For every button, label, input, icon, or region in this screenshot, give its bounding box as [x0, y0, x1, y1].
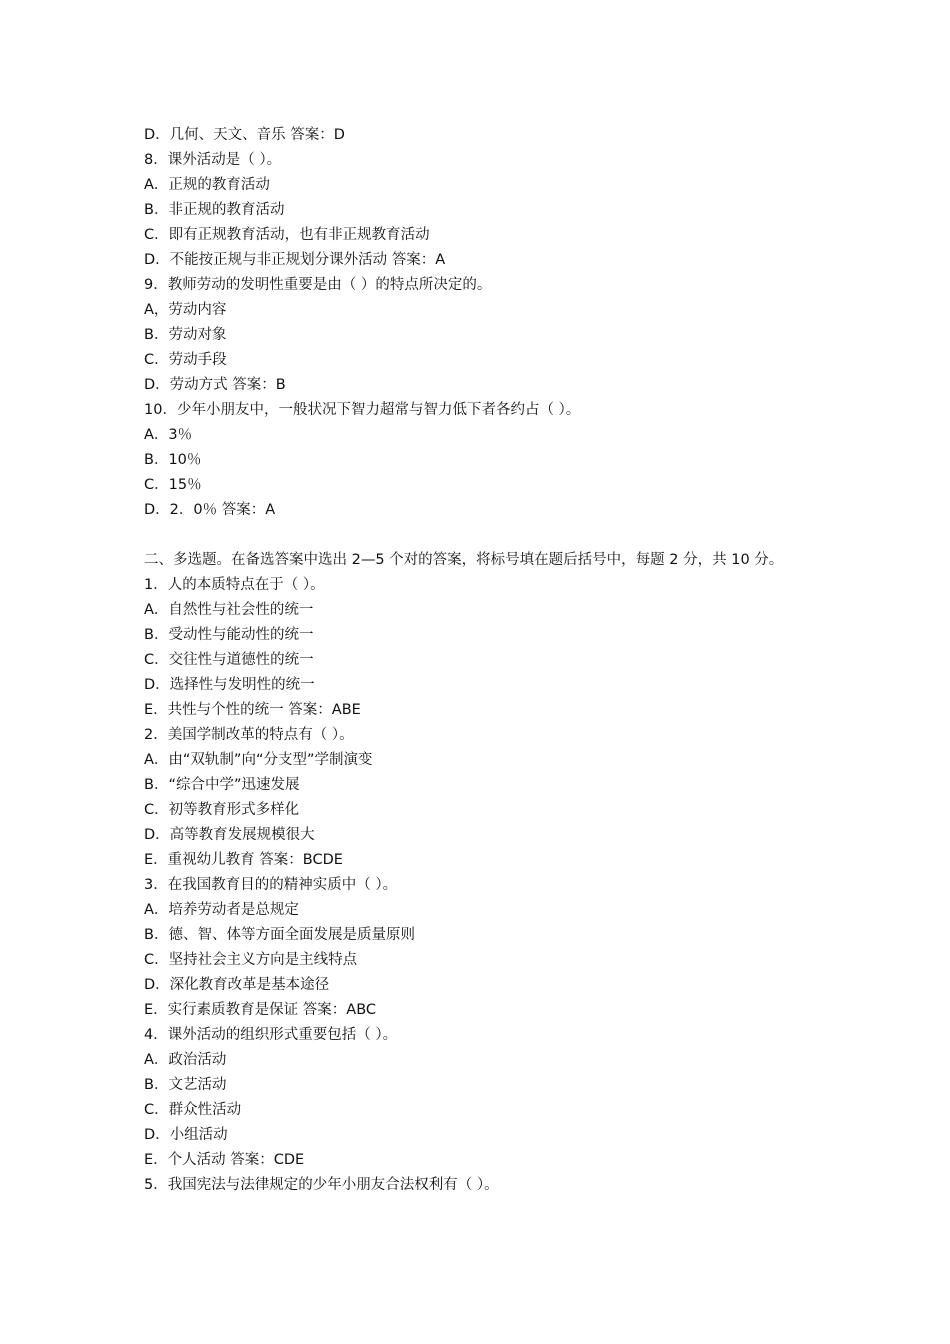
option-line: A．培养劳动者是总规定	[144, 902, 299, 918]
option-line: A．正规的教育活动	[144, 177, 270, 193]
option-line: C．劳动手段	[144, 352, 227, 368]
option-line: C．坚持社会主义方向是主线特点	[144, 952, 358, 968]
answer-line: E．个人活动 答案：CDE	[144, 1152, 305, 1168]
blank-line	[144, 523, 814, 548]
option-line: C．15％	[144, 477, 202, 493]
question-line: 8．课外活动是（ ）。	[144, 152, 282, 168]
answer-line: E．共性与个性的统一 答案：ABE	[144, 702, 361, 718]
option-line: B．非正规的教育活动	[144, 202, 285, 218]
option-line: A．由“双轨制”向“分支型”学制演变	[144, 752, 373, 768]
answer-line: D．2．0％ 答案：A	[144, 502, 276, 518]
answer-line: D．不能按正规与非正规划分课外活动 答案：A	[144, 252, 446, 268]
question-line: 4．课外活动的组织形式重要包括（ ）。	[144, 1027, 398, 1043]
option-line: A．政治活动	[144, 1052, 227, 1068]
option-line: C．即有正规教育活动，也有非正规教育活动	[144, 227, 430, 243]
section-heading: 二、多选题。在备选答案中选出 2—5 个对的答案，将标号填在题后括号中，每题 2 分，共 10 分。	[144, 552, 784, 568]
option-line: B．文艺活动	[144, 1077, 227, 1093]
document-body	[144, 123, 814, 1198]
option-line: D．高等教育发展规模很大	[144, 827, 315, 843]
option-line: B．德、智、体等方面全面发展是质量原则	[144, 927, 415, 943]
answer-line: D．几何、天文、音乐 答案：D	[144, 127, 345, 143]
option-line: B．受动性与能动性的统一	[144, 627, 314, 643]
option-line: B．10％	[144, 452, 202, 468]
question-line: 10．少年小朋友中，一般状况下智力超常与智力低下者各约占（ ）。	[144, 402, 581, 418]
question-line: 9．教师劳动的发明性重要是由（ ）的特点所决定的。	[144, 277, 492, 293]
option-line: D．小组活动	[144, 1127, 228, 1143]
option-line: C．交往性与道德性的统一	[144, 652, 314, 668]
question-line: 5．我国宪法与法律规定的少年小朋友合法权利有（ ）。	[144, 1177, 499, 1193]
option-line: C．群众性活动	[144, 1102, 242, 1118]
option-line: A．自然性与社会性的统一	[144, 602, 314, 618]
option-line: B．劳动对象	[144, 327, 227, 343]
answer-line: E．实行素质教育是保证 答案：ABC	[144, 1002, 377, 1018]
answer-line: E．重视幼儿教育 答案：BCDE	[144, 852, 343, 868]
option-line: B．“综合中学”迅速发展	[144, 777, 300, 793]
option-line: A，劳动内容	[144, 302, 227, 318]
option-line: D．深化教育改革是基本途径	[144, 977, 330, 993]
option-line: C．初等教育形式多样化	[144, 802, 300, 818]
answer-line: D．劳动方式 答案：B	[144, 377, 286, 393]
question-line: 1．人的本质特点在于（ ）。	[144, 577, 325, 593]
option-line: D．选择性与发明性的统一	[144, 677, 315, 693]
question-line: 3．在我国教育目的的精神实质中（ ）。	[144, 877, 398, 893]
option-line: A．3％	[144, 427, 193, 443]
question-line: 2．美国学制改革的特点有（ ）。	[144, 727, 354, 743]
